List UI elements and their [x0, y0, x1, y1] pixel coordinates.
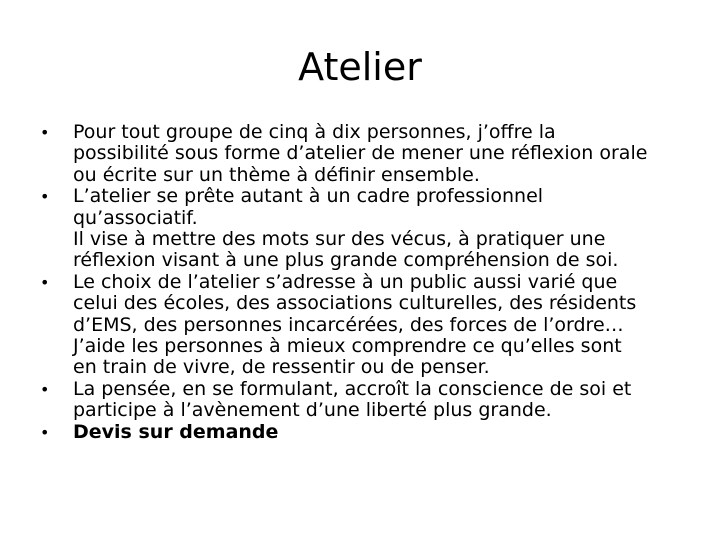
bullet-item-self-awareness — [0, 379, 720, 422]
bullet-text-quote-on-request: Devis sur demande — [73, 420, 279, 443]
bullet-item-audience — [0, 272, 720, 379]
bullet-dot-icon: • — [40, 379, 50, 399]
bullet-item-group-workshop — [0, 122, 720, 186]
bullet-text: Le choix de l’atelier s’adresse à un public aussi varié que celui des écoles, des associations culturelles, des résidents d’EMS, des personnes incarcérées, des forces de l’ordre… J’aide les personnes à mieux comprendre ce qu’elles sont en train de vivre, de ressentir ou de penser. — [73, 270, 637, 379]
bullet-item-professional-context — [0, 186, 720, 272]
bullet-text: Pour tout groupe de cinq à dix personnes, j’offre la possibilité sous forme d’atelier de mener une réflexion orale ou écrite sur un thème à définir ensemble. — [73, 121, 648, 186]
bullet-dot-icon: • — [40, 422, 50, 442]
bullet-item-quote — [0, 422, 720, 443]
bullet-list — [0, 122, 720, 443]
bullet-text: L’atelier se prête autant à un cadre professionnel qu’associatif. Il vise à mettre des mots sur des vécus, à pratiquer une réflexion visant à une plus grande compréhension de soi. — [73, 185, 619, 272]
bullet-dot-icon: • — [40, 123, 50, 142]
bullet-dot-icon: • — [40, 187, 50, 207]
bullet-text: La pensée, en se formulant, accroît la conscience de soi et participe à l’avènement d’une liberté plus grande. — [73, 377, 632, 422]
bullet-dot-icon: • — [40, 272, 50, 292]
slide-title: Atelier — [298, 45, 422, 89]
